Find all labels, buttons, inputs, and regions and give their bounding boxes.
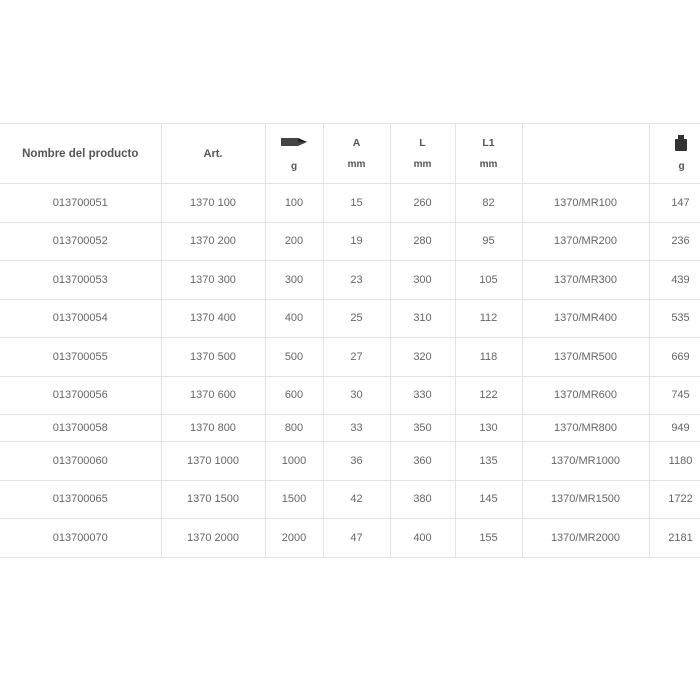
cell-l1: 95 — [455, 222, 522, 261]
table-header-row — [0, 124, 700, 184]
cell-art: 1370 2000 — [161, 519, 265, 558]
cell-head-weight: 100 — [265, 184, 323, 223]
cell-product-name: 013700051 — [0, 184, 161, 223]
cell-l1: 122 — [455, 376, 522, 415]
header-l1 — [455, 124, 522, 184]
cell-art: 1370 800 — [161, 415, 265, 442]
cell-l1: 82 — [455, 184, 522, 223]
cell-product-name: 013700060 — [0, 442, 161, 481]
cell-ref: 1370/MR100 — [522, 184, 649, 223]
header-a-label: A — [352, 137, 361, 149]
cell-l: 320 — [390, 338, 455, 377]
table-row — [0, 184, 700, 223]
cell-product-name: 013700056 — [0, 376, 161, 415]
cell-a: 25 — [323, 299, 390, 338]
header-total-weight-unit: g — [678, 161, 685, 172]
weight-icon — [650, 135, 700, 151]
cell-ref: 1370/MR500 — [522, 338, 649, 377]
cell-art: 1370 400 — [161, 299, 265, 338]
cell-l1: 145 — [455, 480, 522, 519]
cell-l1: 118 — [455, 338, 522, 377]
cell-ref: 1370/MR400 — [522, 299, 649, 338]
cell-head-weight: 1500 — [265, 480, 323, 519]
cell-total-weight: 439 — [649, 261, 700, 300]
hammer-head-icon — [266, 135, 323, 151]
product-table-container — [0, 123, 700, 558]
cell-art: 1370 200 — [161, 222, 265, 261]
cell-total-weight: 669 — [649, 338, 700, 377]
cell-head-weight: 300 — [265, 261, 323, 300]
cell-total-weight: 1180 — [649, 442, 700, 481]
cell-ref: 1370/MR300 — [522, 261, 649, 300]
cell-l1: 130 — [455, 415, 522, 442]
table-row — [0, 519, 700, 558]
cell-total-weight: 2181 — [649, 519, 700, 558]
header-a — [323, 124, 390, 184]
cell-product-name: 013700055 — [0, 338, 161, 377]
product-table — [0, 123, 700, 558]
cell-a: 27 — [323, 338, 390, 377]
cell-a: 23 — [323, 261, 390, 300]
cell-ref: 1370/MR1500 — [522, 480, 649, 519]
cell-l1: 105 — [455, 261, 522, 300]
cell-product-name: 013700070 — [0, 519, 161, 558]
header-head-weight — [265, 124, 323, 184]
table-row — [0, 415, 700, 442]
cell-art: 1370 500 — [161, 338, 265, 377]
cell-head-weight: 800 — [265, 415, 323, 442]
table-row — [0, 480, 700, 519]
cell-head-weight: 1000 — [265, 442, 323, 481]
cell-ref: 1370/MR200 — [522, 222, 649, 261]
cell-l: 300 — [390, 261, 455, 300]
cell-head-weight: 2000 — [265, 519, 323, 558]
cell-head-weight: 500 — [265, 338, 323, 377]
cell-a: 42 — [323, 480, 390, 519]
cell-total-weight: 147 — [649, 184, 700, 223]
cell-l: 400 — [390, 519, 455, 558]
cell-l: 380 — [390, 480, 455, 519]
table-row — [0, 338, 700, 377]
cell-total-weight: 745 — [649, 376, 700, 415]
table-row — [0, 222, 700, 261]
cell-ref: 1370/MR800 — [522, 415, 649, 442]
header-l — [390, 124, 455, 184]
cell-total-weight: 1722 — [649, 480, 700, 519]
cell-l1: 155 — [455, 519, 522, 558]
cell-a: 36 — [323, 442, 390, 481]
cell-art: 1370 1500 — [161, 480, 265, 519]
cell-product-name: 013700053 — [0, 261, 161, 300]
cell-art: 1370 300 — [161, 261, 265, 300]
cell-total-weight: 535 — [649, 299, 700, 338]
table-row — [0, 442, 700, 481]
cell-l1: 112 — [455, 299, 522, 338]
cell-head-weight: 400 — [265, 299, 323, 338]
cell-l: 350 — [390, 415, 455, 442]
cell-product-name: 013700052 — [0, 222, 161, 261]
cell-l1: 135 — [455, 442, 522, 481]
header-total-weight — [649, 124, 700, 184]
cell-a: 19 — [323, 222, 390, 261]
header-l1-unit: mm — [479, 159, 498, 170]
cell-product-name: 013700065 — [0, 480, 161, 519]
cell-a: 33 — [323, 415, 390, 442]
cell-ref: 1370/MR1000 — [522, 442, 649, 481]
header-l-label: L — [419, 137, 426, 149]
table-row — [0, 261, 700, 300]
cell-l: 280 — [390, 222, 455, 261]
cell-product-name: 013700054 — [0, 299, 161, 338]
cell-l: 360 — [390, 442, 455, 481]
header-head-weight-unit: g — [290, 161, 298, 172]
table-row — [0, 299, 700, 338]
cell-head-weight: 200 — [265, 222, 323, 261]
header-l-unit: mm — [413, 159, 432, 170]
cell-total-weight: 949 — [649, 415, 700, 442]
table-body — [0, 184, 700, 558]
header-a-unit: mm — [347, 159, 366, 170]
cell-art: 1370 600 — [161, 376, 265, 415]
cell-a: 30 — [323, 376, 390, 415]
cell-l: 310 — [390, 299, 455, 338]
cell-ref: 1370/MR600 — [522, 376, 649, 415]
cell-l: 330 — [390, 376, 455, 415]
cell-l: 260 — [390, 184, 455, 223]
cell-a: 15 — [323, 184, 390, 223]
cell-art: 1370 1000 — [161, 442, 265, 481]
header-ref — [522, 124, 649, 184]
cell-total-weight: 236 — [649, 222, 700, 261]
cell-ref: 1370/MR2000 — [522, 519, 649, 558]
header-l1-label: L1 — [482, 137, 495, 149]
cell-a: 47 — [323, 519, 390, 558]
table-row — [0, 376, 700, 415]
cell-art: 1370 100 — [161, 184, 265, 223]
cell-product-name: 013700058 — [0, 415, 161, 442]
header-art: Art. — [161, 124, 265, 184]
header-product-name: Nombre del producto — [0, 124, 161, 184]
cell-head-weight: 600 — [265, 376, 323, 415]
